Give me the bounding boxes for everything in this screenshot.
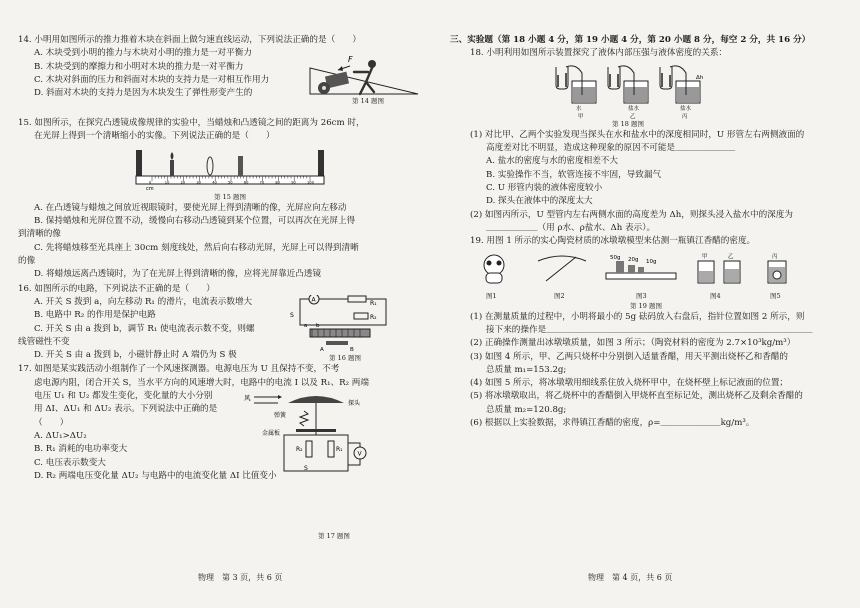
q14-option-c: C. 木块对斜面的压力和斜面对木块的支持力是一对相互作用力 bbox=[34, 74, 270, 85]
weight-10g: 10g bbox=[646, 258, 657, 265]
b-label: b bbox=[316, 322, 320, 329]
q16-option-d: D. 开关 S 由 a 拨到 b，小磁针静止时 A 端仍为 S 极 bbox=[34, 350, 237, 361]
q16-figure bbox=[290, 295, 400, 363]
q18-apparatus bbox=[608, 65, 648, 102]
q17-line-2: 虑电源内阻，闭合开关 S，当水平方向的风速增大时，电路中的电流 I 以及 R₁、R₂ 两端 bbox=[34, 377, 369, 388]
page-4 bbox=[430, 0, 860, 608]
fig3-label: 图3 bbox=[636, 291, 647, 300]
q15-option-b-1: B. 保持蜡烛和光屏位置不动，缓慢向右移动凸透镜到某个位置，可以再次在光屏上得 bbox=[34, 216, 356, 226]
q14-option-d: D. 斜面对木块的支持力是因为木块发生了弹性形变产生的 bbox=[34, 88, 253, 99]
ruler-tick-label: 60 bbox=[243, 180, 249, 185]
ruler-tick-label: 30 bbox=[196, 180, 201, 185]
q17-option-c: C. 电压表示数变大 bbox=[34, 457, 106, 468]
q19-caption: 第 19 题图 bbox=[630, 301, 662, 310]
q18-setup-label: 甲 bbox=[578, 113, 584, 119]
q18-apparatus bbox=[556, 65, 596, 102]
fig4-label: 图4 bbox=[710, 291, 721, 300]
beaker-jia-fig4: 甲 bbox=[702, 253, 708, 260]
q19-stem: 19. 用图 1 所示的实心陶瓷材质的冰墩墩模型来估测一瓶镇江香醋的密度。 bbox=[470, 236, 756, 247]
q19-fig-labels bbox=[476, 291, 816, 301]
ruler-tick-label: 20 bbox=[180, 180, 186, 185]
delta-h-label: Δh bbox=[696, 74, 704, 81]
q17-r2-label: R₂ bbox=[296, 446, 303, 454]
q19-sub3-line-1: (3) 如图 4 所示，甲、乙两只烧杯中分别倒入适量香醋，用天平测出烧杯乙和香醋的 bbox=[470, 351, 789, 362]
ruler-tick-label: 10 bbox=[164, 180, 170, 185]
q14-stem: 14. 小明用如图所示的推力推着木块在斜面上做匀速直线运动，下列说法正确的是（ ） bbox=[18, 35, 361, 45]
ruler-tick-label: 80 bbox=[275, 180, 280, 185]
pole-a-label: A bbox=[320, 346, 324, 353]
ruler-tick-label: 90 bbox=[291, 180, 296, 185]
question-15 bbox=[18, 117, 420, 282]
q18-setup-label: 乙 bbox=[630, 113, 636, 119]
q15-figure bbox=[130, 146, 330, 202]
ruler-unit: cm bbox=[146, 185, 154, 192]
q19-sub2: (2) 正确操作测量出冰墩墩质量，如图 3 所示；（陶瓷材料的密度为 2.7×10³kg/m³） bbox=[470, 338, 796, 349]
q14-caption: 第 14 题图 bbox=[352, 97, 384, 105]
q18-sub2-line-1: (2) 如图丙所示，U 型管内左右两侧水面的高度差为 Δh，则探头浸入盐水中的深度为 bbox=[470, 209, 793, 220]
spring-label: 弹簧 bbox=[274, 412, 287, 420]
section-heading: 三、实验题（第 18 小题 4 分，第 19 小题 4 分，第 20 小题 8 分，每空 2 分，共 16 分） bbox=[450, 35, 811, 45]
q19-sub1-line-2: 接下来的操作是＿＿＿＿＿＿＿＿＿＿＿＿＿＿＿＿＿＿＿＿＿＿＿＿＿＿＿＿＿＿＿ bbox=[486, 324, 813, 335]
q17-option-a: A. ΔU₁>ΔU₂ bbox=[34, 431, 87, 441]
q18-sub1-line-2: 高度差对比不明显，造成这种现象的原因不可能是＿＿＿＿＿＿＿ bbox=[486, 143, 736, 153]
q19-sub5-line-2: 总质量 m₂=120.8g; bbox=[486, 404, 567, 415]
footer-page-3: 物理 第 3 页，共 6 页 bbox=[198, 572, 283, 582]
q18-liquid-label: 水 bbox=[576, 105, 582, 112]
question-17 bbox=[18, 363, 420, 541]
beaker-bing-fig5: 丙 bbox=[772, 253, 778, 260]
q19-sub5-line-1: (5) 将冰墩墩取出，将乙烧杯中的香醋倒入甲烧杯直至标记处，测出烧杯乙及剩余香醋的 bbox=[470, 391, 803, 402]
switch-label: S bbox=[290, 311, 294, 319]
fig5-label: 图5 bbox=[770, 291, 781, 300]
q16-option-c-1: C. 开关 S 由 a 拨到 b，调节 R₁ 使电流表示数不变，则螺 bbox=[34, 323, 255, 334]
q14-option-a: A. 木块受到小明的推力与木块对小明的推力是一对平衡力 bbox=[34, 48, 252, 59]
q19-sub6: (6) 根据以上实验数据，求得镇江香醋的密度，ρ=＿＿＿＿＿＿＿kg/m³。 bbox=[470, 418, 755, 429]
q19-sub3-line-2: 总质量 m₁=153.2g; bbox=[486, 364, 567, 375]
q16-option-b: B. 电路中 R₂ 的作用是保护电路 bbox=[34, 310, 156, 321]
q17-line-3: 电压 U₁ 和 U₂ 都发生变化，变化量的大小分别 bbox=[34, 391, 213, 402]
q17-switch-label: S bbox=[304, 465, 308, 473]
ruler-tick-label: 50 bbox=[228, 180, 233, 185]
q18-apparatus bbox=[660, 65, 700, 102]
q18-option-a: A. 盐水的密度与水的密度相差不大 bbox=[486, 156, 618, 167]
q17-caption: 第 17 题图 bbox=[318, 532, 350, 541]
q18-sub2-line-2: ＿＿＿＿＿＿（用 ρ水、ρ盐水、Δh 表示）。 bbox=[486, 222, 656, 233]
voltmeter-label: V bbox=[357, 450, 362, 458]
q18-liquid-label: 盐水 bbox=[680, 105, 692, 112]
q17-figure bbox=[244, 391, 384, 475]
q18-stem: 18. 小明利用如图所示装置探究了液体内部压强与液体密度的关系： bbox=[470, 48, 728, 59]
q15-line-2: 在光屏上得到一个清晰缩小的实像。下列说法正确的是（ ） bbox=[34, 131, 275, 142]
q19-sub4: (4) 如图 5 所示，将冰墩墩用细线系住放入烧杯甲中，在烧杯壁上标记液面的位置； bbox=[470, 378, 789, 389]
q16-option-a: A. 开关 S 拨到 a，向左移动 R₁ 的滑片，电流表示数增大 bbox=[34, 296, 253, 307]
ruler-tick-label: 70 bbox=[259, 180, 265, 185]
plate-label: 金属板 bbox=[262, 430, 281, 438]
fig2-label: 图2 bbox=[554, 291, 565, 300]
q18-setup-label: 丙 bbox=[682, 113, 688, 119]
q19-sub1-line-1: (1) 在测量质量的过程中，小明将最小的 5g 砝码放入右盘后，指针位置如图 2 所示，则 bbox=[470, 311, 805, 322]
fig1-label: 图1 bbox=[486, 291, 497, 300]
q17-option-d: D. R₂ 两端电压变化量 ΔU₂ 与电路中的电流变化量 ΔI 比值变小 bbox=[34, 470, 277, 481]
q15-line-1: 15. 如图所示，在探究凸透镜成像规律的实验中，当蜡烛和凸透镜之间的距离为 26cm 时， bbox=[18, 118, 365, 128]
a-label: a bbox=[304, 322, 308, 329]
q15-option-c-2: 的像 bbox=[18, 255, 36, 266]
question-14 bbox=[18, 34, 420, 116]
q18-option-b: B. 实验操作不当，软管连接不牢固，导致漏气 bbox=[486, 169, 662, 180]
question-16 bbox=[18, 283, 420, 363]
beaker-yi-fig4: 乙 bbox=[728, 253, 734, 260]
q15-option-d: D. 将蜡烛远离凸透镜时，为了在光屏上得到清晰的像，应将光屏靠近凸透镜 bbox=[34, 269, 322, 280]
r2-label: R₂ bbox=[370, 313, 377, 321]
q17-r1-label: R₁ bbox=[336, 446, 343, 454]
q16-caption: 第 16 题图 bbox=[329, 353, 361, 362]
q18-liquid-label: 盐水 bbox=[628, 105, 640, 112]
q18-option-d: D. 探头在液体中的深度太大 bbox=[486, 196, 593, 207]
ruler-tick-label: 0 bbox=[149, 180, 152, 185]
weight-50g: 50g bbox=[610, 254, 621, 261]
q15-option-c-1: C. 先将蜡烛移至光具座上 30cm 刻度线处，然后向右移动光屏，光屏上可以得到清晰 bbox=[34, 242, 359, 253]
q17-line-5: （ ） bbox=[34, 417, 69, 428]
weight-20g: 20g bbox=[628, 256, 639, 263]
probe-label: 探头 bbox=[348, 400, 361, 408]
q18-caption: 第 18 题图 bbox=[612, 119, 644, 128]
ruler-tick-label: 40 bbox=[212, 180, 217, 185]
q15-caption: 第 15 题图 bbox=[214, 192, 246, 201]
ruler-tick-label: 100 bbox=[307, 180, 314, 185]
ammeter-label: A bbox=[311, 296, 316, 304]
q14-force-label: F bbox=[348, 55, 353, 64]
q17-line-1: 17. 如图是某实践活动小组制作了一个风速探测器。电源电压为 U 且保持不变，不考 bbox=[18, 364, 340, 375]
q14-figure bbox=[308, 48, 428, 104]
q18-figure bbox=[548, 63, 708, 129]
footer-page-4: 物理 第 4 页，共 6 页 bbox=[588, 572, 673, 582]
q17-option-b: B. R₁ 消耗的电功率变大 bbox=[34, 444, 128, 455]
q18-option-c: C. U 形管内装的液体密度较小 bbox=[486, 182, 603, 193]
q14-option-b: B. 木块受到的摩擦力和小明对木块的推力是一对平衡力 bbox=[34, 61, 244, 72]
pole-b-label: B bbox=[350, 346, 354, 353]
q16-stem: 16. 如图所示的电路，下列说法不正确的是（ ） bbox=[18, 283, 215, 294]
q16-option-c-2: 线管磁性不变 bbox=[18, 336, 70, 347]
q18-sub1-line-1: (1) 对比甲、乙两个实验发现当探头在水和盐水中的深度相同时，U 形管左右两侧液面的 bbox=[470, 129, 805, 140]
q17-line-4: 用 ΔI、ΔU₁ 和 ΔU₂ 表示。下列说法中正确的是 bbox=[34, 404, 218, 415]
q15-option-b-2: 到清晰的像 bbox=[18, 229, 61, 240]
q19-figure bbox=[476, 251, 816, 311]
wind-label: 风 bbox=[244, 394, 251, 403]
q15-option-a: A. 在凸透镜与蜡烛之间放近视眼镜时，要使光屏上得到清晰的像，光屏应向左移动 bbox=[34, 202, 347, 213]
r1-label: R₁ bbox=[370, 299, 377, 307]
